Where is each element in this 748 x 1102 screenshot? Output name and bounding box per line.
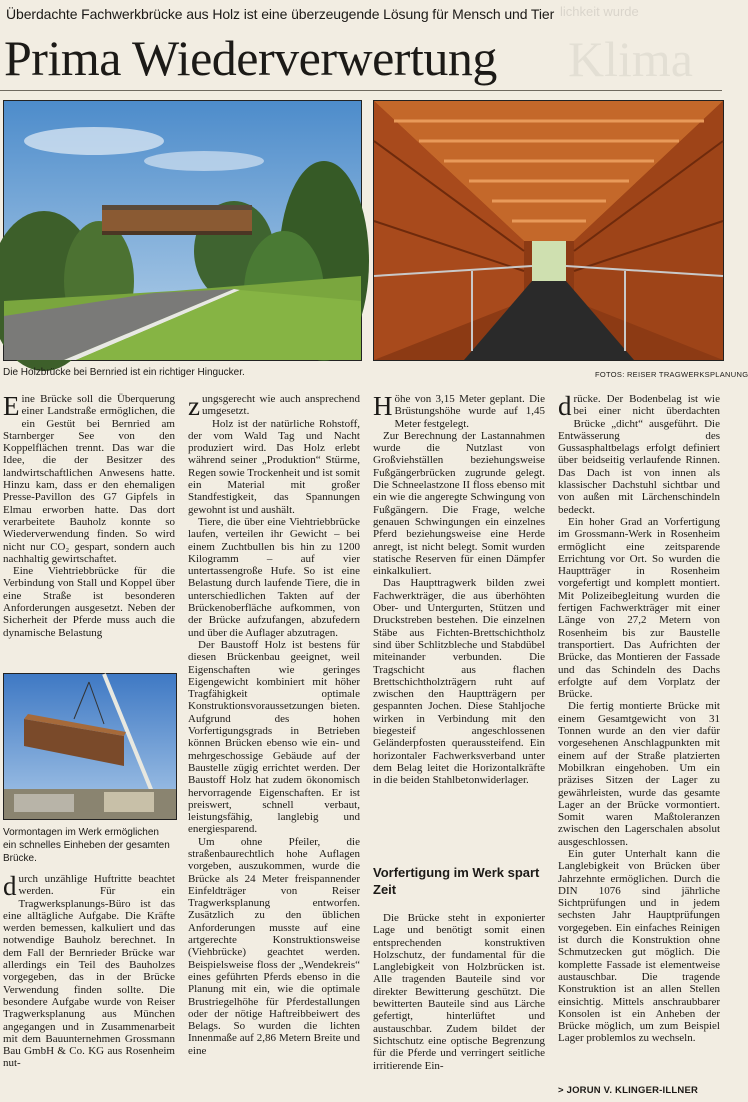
bleed-through-text: lichkeit wurde	[560, 4, 639, 19]
paragraph: zungsgerecht wie auch ansprechend umgesetzt.	[188, 391, 360, 421]
bleed-through-headline: Klima	[568, 31, 693, 87]
paragraph: Das Haupttragwerk bilden zwei Fachwerkträger, die aus überhöhten Ober- und Untergurten, Stützen und Druckstreben bestehen. Die einzelnen Stäbe aus Fichten-Brettschichtholz sind über Schlitzbleche und Stabdübel miteinander verbunden. Die Tragschicht aus flachen Brettschichtholzträgern ruht auf zwischen den Hauptträgern per gespannten Jochen. Diese Stahljoche wirken in Verbindung mit den biegesteif angeschlossenen Geländerpfosten queraussteifend. Ein horizontaler Fachwerksverband unter dem Belag leitet die Horizontalkräfte in die beiden Stahlbetonwiderlager.	[373, 577, 545, 787]
article-column-1-top	[3, 393, 175, 669]
subhead-block	[373, 864, 545, 898]
subheading: Vorfertigung im Werk spart Zeit	[373, 865, 540, 897]
article-column-3-bottom	[373, 912, 545, 1096]
photo-credit: FOTOS: REISER TRAGWERKSPLANUNG	[595, 370, 748, 379]
paragraph: Um ohne Pfeiler, die straßenbaurechtlich hohe Auflagen vorgeben, auszukommen, wurde die Brücke als 24 Meter freispannender Einfeldträger von Reiser Tragwerksplanung entworfen. Zusätzlich zu den üblichen Anforderungen musste auf eine artgerechte Konstruktionsweise (Viehbrücke) geachtet werden. Beispielsweise floss der „Wendekreis“ eines geführten Pferds ebenso in die Planung mit ein, wie die optimale Brustriegelhöhe für Pferdestallungen oder der nötige Haftreibbeiwert des Belags. So wurden die lichten Innenmaße auf 2,86 Metern Breite und eine	[188, 835, 360, 1057]
paragraph: Tiere, die über eine Viehtriebbrücke laufen, verteilen ihr Gewicht – bei einem Zuchtbullen bis hin zu 1200 Kilogramm – auf vier untertassengroße Hufe. So ist eine Belastung durch laufende Tiere, die in unterschiedlichen Takten auf der Brückenoberfläche aufkommen, von der Brücke aufzufangen, abzufedern und über die Auflager abzutragen.	[188, 515, 360, 639]
paragraph: Eine Viehtriebbrücke für die Verbindung von Stall und Koppel über eine Straße ist besonderen Anforderungen ausgesetzt. Neben der Sicherheit der Pferde muss auch die dynamische Belastung	[3, 565, 175, 639]
header-rule	[0, 90, 722, 91]
main-photo-caption: Die Holzbrücke bei Bernried ist ein richtiger Hingucker.	[3, 367, 245, 378]
paragraph: Der Baustoff Holz ist bestens für diesen Brückenbau geeignet, weil Eigenschaften wie geringes Eigengewicht kombiniert mit höher Tragfähigkeit optimale Konstruktionsvoraussetzungen bieten. Aufgrund des hohen Vorfertigungsgrads in Betrieben können Brücken ebenso wie ein- und mehrgeschossige Gebäude auf der Baustelle zügig errichtet werden. Der Baustoff Holz hat zudem ökonomisch hervorragende Eigenschaften. Er ist preiswert, schnell verbaut, leistungsfähig, langlebig und energiesparend.	[188, 638, 360, 836]
small-photo-caption: Vormontagen im Werk ermöglichen ein schnelles Einheben der gesamten Brücke.	[3, 827, 170, 864]
article-column-1-bottom	[3, 873, 175, 1095]
paragraph: Die fertig montierte Brücke mit einem Gesamtgewicht von 31 Tonnen wurde an den vier dafür vorgesehenen Anschlagpunkten mit einem auf der Straße platzierten Mobilkran eingehoben. Um ein präzises Sitzen der Lager zu gewährleisten, wurde das gesamte Lager an der Brücke vormontiert. Somit waren Maßtoleranzen zwischen den Lagerschalen absolut ausgeschlossen.	[558, 700, 720, 848]
article-column-3-top	[373, 393, 545, 863]
paragraph: Zur Berechnung der Lastannahmen wurde die Nutzlast von Großviehställen beziehungsweise Fußgängerbrücken zugrunde gelegt. Die Schneelastzone II floss ebenso mit ein wie die angeregte Schwingung von Fußgängern. Die Frage, welche genauen Schwingungen ein einzelnes Pferd beziehungsweise eine Herde anregt, ist nicht belegt. Somit wurden statische Reserven für einen Dämpfer einkalkuliert.	[373, 429, 545, 578]
paragraph: Ein hoher Grad an Vorfertigung im Grossmann-Werk in Rosenheim ermöglicht eine zeitsparende Errichtung vor Ort. So wurden die Hauptträger in Rosenheim vorgefertigt und komplett montiert. Mit Polizeibegleitung wurden die fertigen Fachwerkträger mit einer Länge von 27,2 Metern von Rosenheim bis zur Baustelle transportiert. Das Aufrichten der Brücke, das Montieren der Fassade und das Schindeln des Dachs erfolgte auf dem Vorplatz der Brücke.	[558, 515, 720, 701]
paragraph: Höhe von 3,15 Meter geplant. Die Brüstungshöhe wurde auf 1,45 Meter festgelegt.	[373, 391, 545, 430]
bridge-exterior-photo	[3, 100, 362, 361]
paragraph: durch unzählige Huftritte beachtet werden. Für ein Tragwerksplanungs-Büro ist das eine alltägliche Aufgabe. Die Kräfte werden bemessen, kalkuliert und das notwendige Bauholz berechnet. In dem Fall der Bernrieder Brücke war allerdings ein Teil des Bauholzes vorgegeben, das in der Brücke Verwendung finden sollte. Die besondere Aufgabe wurde von Reiser Tragwerksplanung aus München angegangen und in Zusammenarbeit mit dem Bauunternehmen Grossmann Bau GmbH & Co. KG aus Rosenheim nut-	[3, 871, 175, 1070]
bridge-interior-photo	[373, 100, 724, 361]
crane-lift-photo	[3, 673, 177, 820]
paragraph: Die Brücke steht in exponierter Lage und benötigt somit einen entsprechenden konstruktiven Holzschutz, der fundamental für die Langlebigkeit von Holzbrücken ist. Alle tragenden Bauteile sind vor direkter Bewitterung geschützt. Die bewitterten Bauteile sind aus Lärche gefertigt, hinterlüftet und austauschbar. Zudem bildet der Sichtschutz eine optische Begrenzung für die Pferde und verringert seitliche irritierende Ein-	[373, 912, 545, 1072]
paragraph: Eine Brücke soll die Überquerung einer Landstraße ermöglichen, die ein Gestüt bei Bernried am Starnberger See von den Koppelflächen trennt. Das war die Idee, die der Besitzer des landwirtschaftlichen Anwesens hatte. Hinzu kam, dass er den ehemaligen Presse-Pavillon des G7 Gipfels in Elmau erworben hatte. Das dort verarbeitete Bauholz konnte so Wiederverwendung finden. So wird nicht nur CO₂ gespart, sondern auch nachhaltig gewirtschaftet.	[3, 391, 175, 565]
paragraph: drücke. Der Bodenbelag ist wie bei einer nicht überdachten Brücke „dicht“ ausgeführt. Die Entwässerung des Gussasphaltbelags erfolgt definiert über beidseitig verlaufende Rinnen. Das Dach ist von innen als klassischer Dachstuhl sichtbar und von außen mit Lärchenschindeln bedeckt.	[558, 391, 720, 516]
article-headline: Prima Wiederverwertung	[4, 30, 497, 86]
article-kicker: Überdachte Fachwerkbrücke aus Holz ist eine überzeugende Lösung für Mensch und Tier	[6, 6, 555, 22]
article-column-2	[188, 393, 360, 1093]
paragraph: Holz ist der natürliche Rohstoff, der vom Wald Tag und Nacht produziert wird. Das Holz erlebt während seiner „Produktion“ Stürme, Regen sowie Trockenheit und ist somit ein Material mit großer Standfestigkeit, das Spannungen gewohnt ist und aushält.	[188, 417, 360, 516]
article-column-4	[558, 393, 720, 1083]
paragraph: Ein guter Unterhalt kann die Langlebigkeit von Brücken über Jahrzehnte ermöglichen. Durch die DIN 1076 sind jährliche Sichtprüfungen und in jedem sechsten Jahr Hauptprüfungen vorgegeben. Ein einfaches Reinigen ist durch die Konstruktion ohne Schmutzecken gut möglich. Die komplette Fassade ist elementweise austauschbar. Die tragende Konstruktion ist an allen Stellen einsichtig. Mittels anschraubbarer Konsolen ist ein Anheben der Brücke möglich, um zum Beispiel Lager problemlos zu wechseln.	[558, 847, 720, 1045]
author-byline: > JORUN V. KLINGER-ILLNER	[558, 1085, 699, 1096]
